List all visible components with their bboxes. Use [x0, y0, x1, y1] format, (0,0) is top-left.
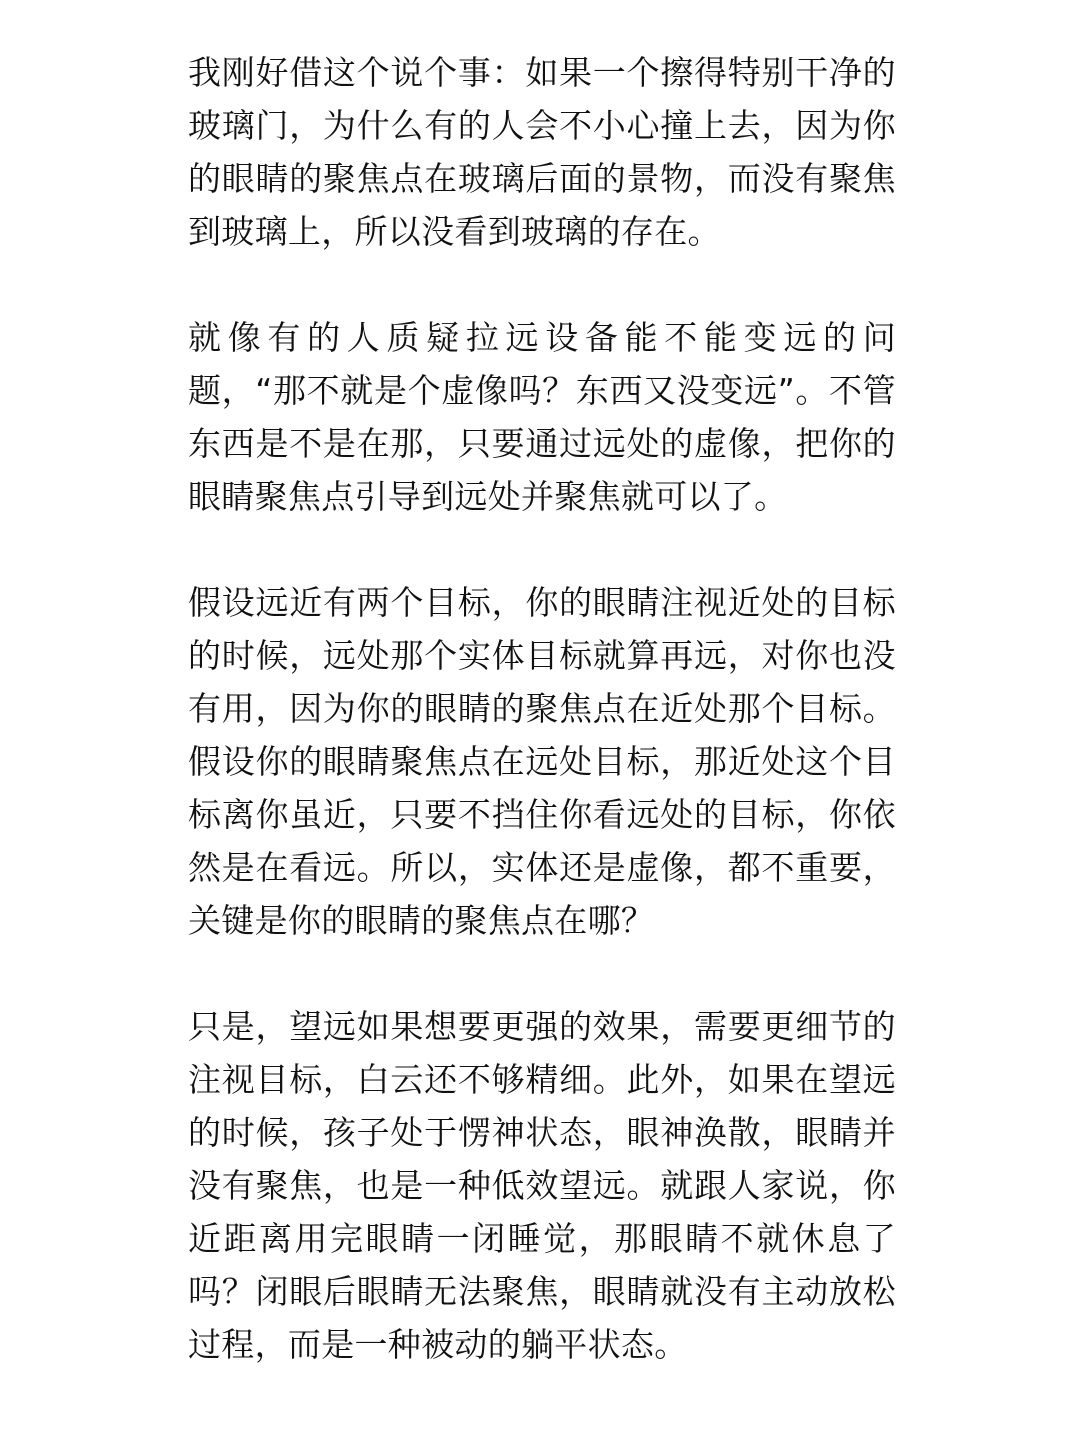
paragraph-effective-gazing: 只是，望远如果想要更强的效果，需要更细节的注视目标，白云还不够精细。此外，如果在望远的时候，孩子处于愣神状态，眼神涣散，眼睛并没有聚焦，也是一种低效望远。就跟人家说，你近距离用完眼睛一闭睡觉，那眼睛不就休息了吗？闭眼后眼睛无法聚焦，眼睛就没有主动放松过程，而是一种被动的躺平状态。: [188, 1007, 896, 1364]
paragraph-virtual-image: 就像有的人质疑拉远设备能不能变远的问题，“那不就是个虚像吗？东西又没变远”。不管东西是不是在那，只要通过远处的虚像，把你的眼睛聚焦点引导到远处并聚焦就可以了。: [188, 318, 896, 516]
article-body: [188, 46, 896, 1371]
paragraph-glass-door: 我刚好借这个说个事：如果一个擦得特别干净的玻璃门，为什么有的人会不小心撞上去，因为你的眼睛的聚焦点在玻璃后面的景物，而没有聚焦到玻璃上，所以没看到玻璃的存在。: [188, 53, 896, 251]
paragraph-two-targets: 假设远近有两个目标，你的眼睛注视近处的目标的时候，远处那个实体目标就算再远，对你也没有用，因为你的眼睛的聚焦点在近处那个目标。假设你的眼睛聚焦点在远处目标，那近处这个目标离你虽近，只要不挡住你看远处的目标，你依然是在看远。所以，实体还是虚像，都不重要，关键是你的眼睛的聚焦点在哪？: [188, 583, 896, 940]
